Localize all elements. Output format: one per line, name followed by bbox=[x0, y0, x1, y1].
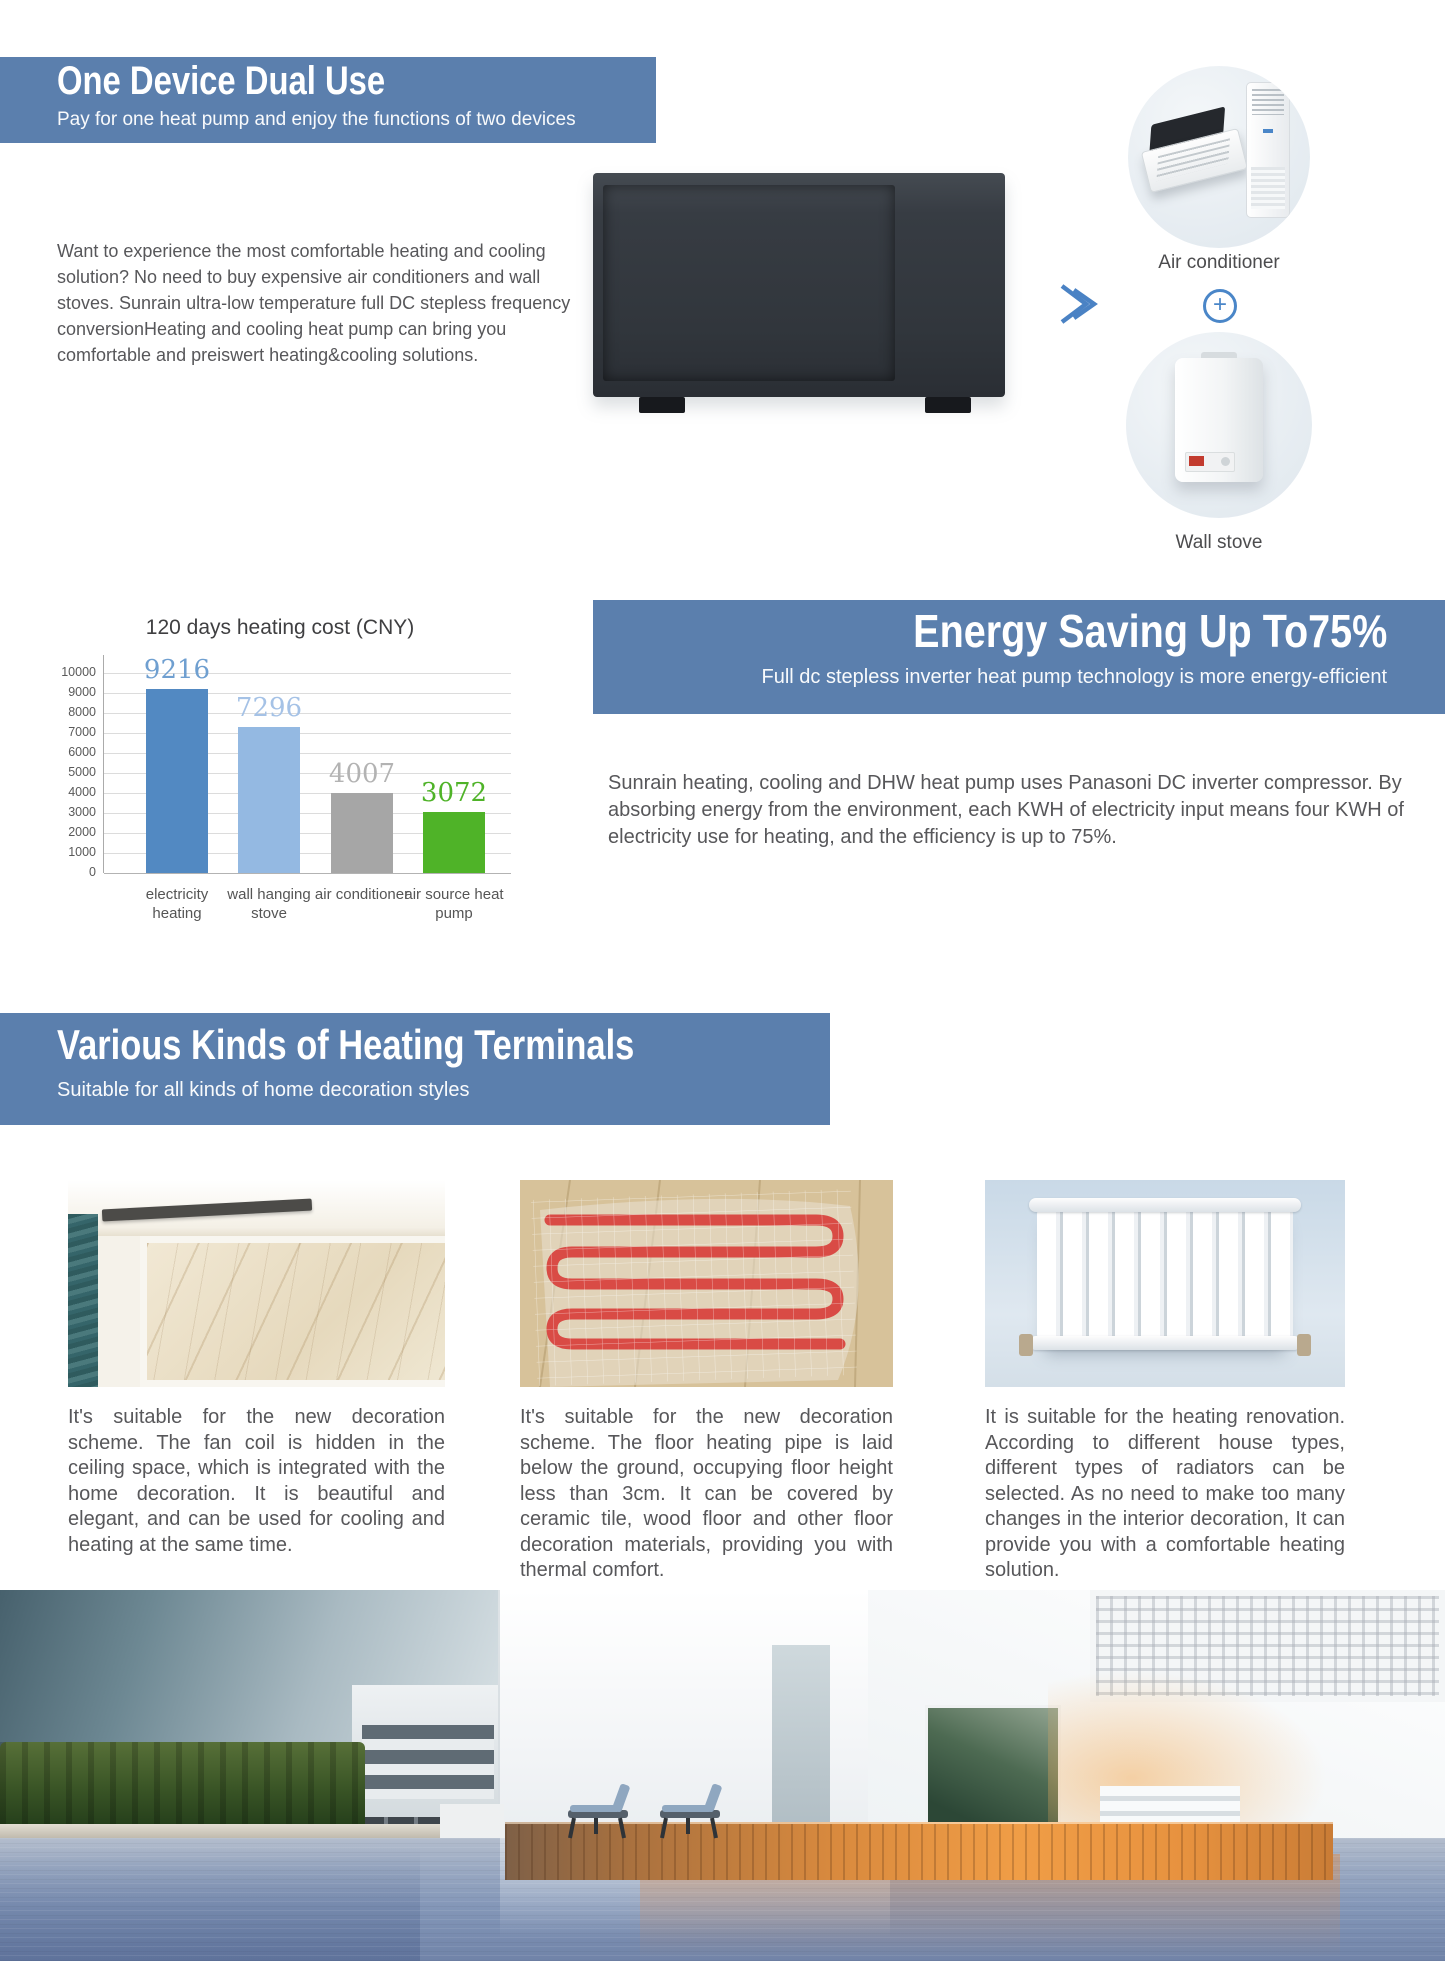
heat-pump-foot bbox=[925, 397, 971, 413]
chart-ytick-label: 5000 bbox=[68, 765, 96, 779]
right-building bbox=[868, 1590, 1445, 1856]
chart-bar bbox=[146, 689, 208, 873]
radiator-text: It is suitable for the heating renovation. According to different house types, different types of radiators can be selected. As no need to make too many changes in the interior decoration, It can provide you with a comfortable heating solution. bbox=[985, 1406, 1345, 1581]
floor-heating-text: It's suitable for the new decoration scheme. The floor heating pipe is laid below the ground, occupying floor height less than 3cm. It can be covered by ceramic tile, wood floor and other floor decoration materials, providing you with thermal comfort. bbox=[520, 1406, 893, 1581]
chart-value-label: 9216 bbox=[143, 654, 211, 685]
waterfront-building-photo bbox=[0, 1590, 1445, 1961]
air-conditioner-label: Air conditioner bbox=[1158, 252, 1280, 273]
glass-window bbox=[925, 1705, 1061, 1831]
chart-bar bbox=[238, 727, 300, 873]
chart-ytick-label: 2000 bbox=[68, 825, 96, 839]
radiator-photo bbox=[985, 1180, 1345, 1387]
section-subtitle: Pay for one heat pump and enjoy the functions of two devices bbox=[57, 109, 576, 130]
chart-value-label: 3072 bbox=[420, 777, 488, 808]
wall-stove-image bbox=[1126, 332, 1312, 518]
chart-ytick-label: 9000 bbox=[68, 685, 96, 699]
chevron-right-icon bbox=[1056, 276, 1100, 337]
floor-heating-photo bbox=[520, 1180, 893, 1387]
chart-y-axis bbox=[40, 655, 96, 879]
boiler-icon bbox=[1175, 358, 1263, 482]
section-banner-one-device bbox=[0, 57, 656, 143]
chart-value-label: 7296 bbox=[235, 693, 303, 724]
floor-standing-ac-icon bbox=[1246, 82, 1290, 218]
deck-chairs bbox=[560, 1776, 750, 1846]
curtain bbox=[68, 1214, 98, 1387]
chart-title: 120 days heating cost (CNY) bbox=[145, 616, 415, 639]
energy-paragraph: Sunrain heating, cooling and DHW heat pump uses Panasoni DC inverter compressor. By absorbing energy from the environment, each KWH of electricity input means four KWH of electricity use for heating, and the efficiency is up to 75%. bbox=[608, 772, 1404, 848]
intro-paragraph: Want to experience the most comfortable heating and cooling solution? No need to buy expensive air conditioners and wall stoves. Sunrain ultra-low temperature full DC stepless frequency conversionHeating and cooling heat pump can bring you comfortable and preiswert heating&cooling solutions. bbox=[57, 241, 571, 365]
trees bbox=[0, 1742, 365, 1826]
chart-ytick-label: 0 bbox=[89, 865, 96, 879]
chart-ytick-label: 4000 bbox=[68, 785, 96, 799]
cassette-ac-icon bbox=[1135, 105, 1247, 197]
section-title: Energy Saving Up To75% bbox=[912, 605, 1387, 657]
chart-plot bbox=[103, 654, 511, 922]
air-conditioner-image bbox=[1128, 66, 1310, 248]
chart-category-label: air source heat pump bbox=[404, 886, 504, 922]
chart-bar bbox=[331, 793, 393, 873]
section-subtitle: Full dc stepless inverter heat pump technology is more energy-efficient bbox=[761, 666, 1387, 688]
heat-pump-foot bbox=[639, 397, 685, 413]
fan-coil-text: It's suitable for the new decoration scheme. The fan coil is hidden in the ceiling space, which is integrated with the home decoration. It is beautiful and elegant, and can be used for cooling and heating at the same time. bbox=[68, 1406, 445, 1556]
chart-ytick-label: 7000 bbox=[68, 725, 96, 739]
plus-icon: + bbox=[1203, 289, 1237, 323]
section-title: One Device Dual Use bbox=[57, 59, 386, 103]
fan-coil-ceiling-photo bbox=[68, 1180, 445, 1387]
heat-pump-grille bbox=[603, 185, 895, 381]
chart-category-label: wall hanging stove bbox=[227, 886, 311, 922]
heating-cost-chart bbox=[40, 612, 540, 942]
chart-ytick-label: 3000 bbox=[68, 805, 96, 819]
heat-pump-image bbox=[593, 173, 1005, 413]
section-banner-terminals bbox=[0, 1013, 830, 1125]
section-banner-energy-saving bbox=[593, 600, 1445, 714]
chart-ytick-label: 10000 bbox=[61, 665, 96, 679]
chart-value-label: 4007 bbox=[328, 758, 396, 789]
chart-ytick-label: 6000 bbox=[68, 745, 96, 759]
radiator bbox=[1037, 1202, 1293, 1346]
chart-bar bbox=[423, 812, 485, 873]
section-title: Various Kinds of Heating Terminals bbox=[57, 1021, 635, 1068]
chart-ytick-label: 8000 bbox=[68, 705, 96, 719]
chart-ytick-label: 1000 bbox=[68, 845, 96, 859]
chart-category-label: air conditioner bbox=[314, 886, 410, 903]
wall-stove-label: Wall stove bbox=[1175, 532, 1263, 553]
chart-category-label: electricity heating bbox=[145, 886, 209, 922]
section-subtitle: Suitable for all kinds of home decoration styles bbox=[57, 1079, 470, 1101]
chart-gridline bbox=[104, 873, 511, 874]
